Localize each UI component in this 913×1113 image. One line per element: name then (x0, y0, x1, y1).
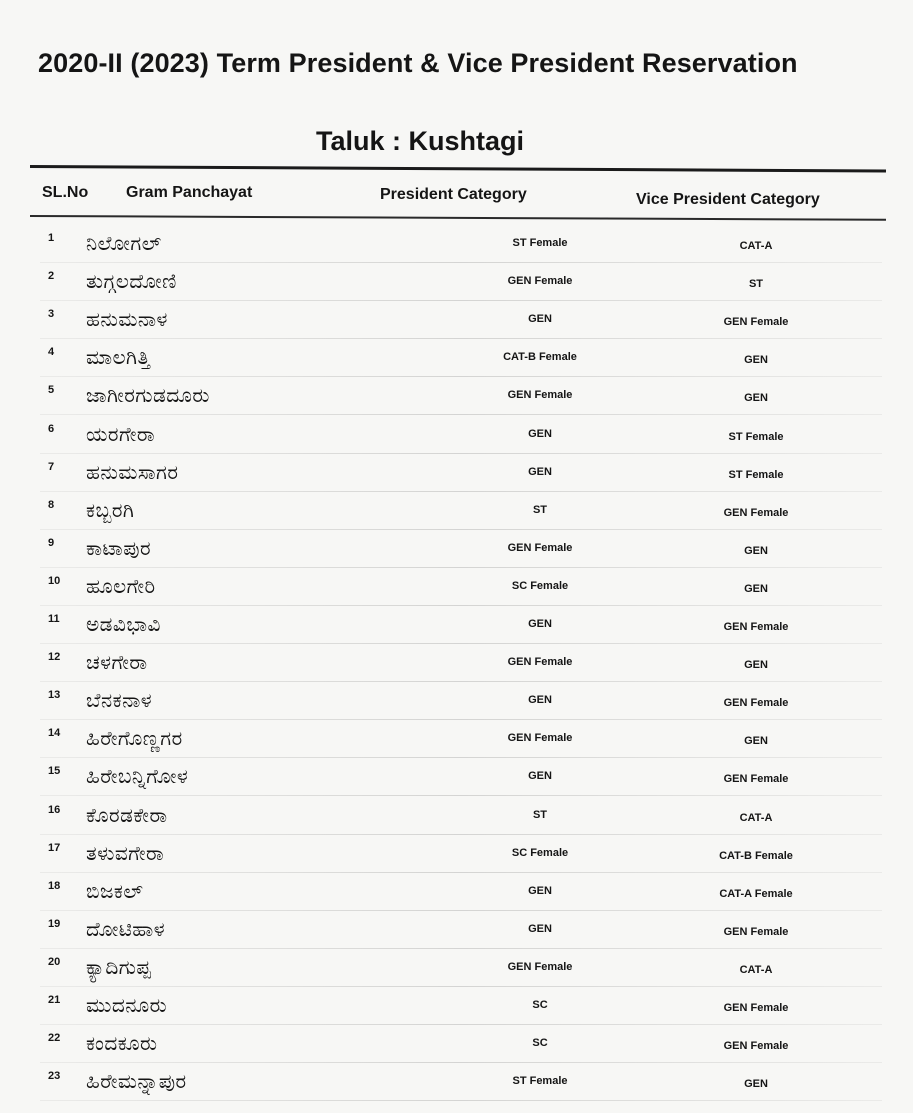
row-president-category: GEN (528, 922, 552, 935)
table-row (0, 266, 913, 304)
row-vice-president-category: GEN (744, 1078, 768, 1091)
table-row (0, 990, 913, 1028)
row-separator (40, 719, 882, 720)
row-sl-no: 14 (48, 727, 61, 740)
row-vice-president-category: GEN Female (723, 773, 789, 786)
table-row (0, 342, 913, 380)
table-row (0, 533, 913, 571)
table-row (0, 723, 913, 761)
row-separator (40, 262, 882, 263)
row-president-category: GEN Female (507, 960, 573, 973)
row-separator (40, 948, 882, 949)
row-vice-president-category: ST Female (728, 430, 784, 443)
row-separator (40, 872, 882, 873)
header-president-category: President Category (380, 186, 527, 203)
row-gram-panchayat: ನಿಲೋಗಲ್ (86, 231, 162, 255)
row-vice-president-category: GEN Female (723, 697, 789, 710)
row-sl-no: 23 (48, 1070, 61, 1083)
row-vice-president-category: GEN Female (723, 1002, 789, 1014)
table-row (0, 1066, 913, 1104)
row-gram-panchayat: ತುಗ್ಗಲದೋಣಿ (86, 269, 177, 294)
row-vice-president-category: ST (748, 278, 764, 291)
row-gram-panchayat: ಮುದನೂರು (86, 993, 168, 1017)
table-row (0, 800, 913, 838)
row-separator (40, 795, 882, 796)
row-president-category: SC Female (511, 846, 569, 859)
row-president-category: GEN (528, 884, 552, 897)
row-sl-no: 7 (48, 460, 55, 473)
table-row (0, 685, 913, 723)
row-president-category: GEN Female (507, 541, 573, 554)
row-gram-panchayat: ಬಿಜಕಲ್ (86, 878, 144, 903)
row-vice-president-category: GEN (744, 354, 768, 367)
row-separator (40, 300, 882, 301)
row-gram-panchayat: ಹೂಲಗೇರಿ (86, 573, 156, 598)
row-president-category: ST Female (512, 237, 568, 249)
row-gram-panchayat: ಚಳಗೇರಾ (86, 650, 148, 675)
row-separator (40, 529, 882, 530)
row-separator (40, 910, 882, 911)
row-separator (40, 453, 882, 454)
row-vice-president-category: CAT-A (739, 963, 773, 976)
row-sl-no: 18 (48, 879, 61, 892)
row-separator (40, 376, 882, 377)
row-gram-panchayat: ದೋಟಿಹಾಳ (86, 916, 166, 941)
row-gram-panchayat: ಕಂದಕೂರು (86, 1031, 158, 1056)
row-vice-president-category: ST Female (728, 468, 784, 481)
table-row (0, 647, 913, 685)
table-row (0, 876, 913, 914)
row-sl-no: 22 (48, 1032, 61, 1045)
row-gram-panchayat: ಕೊರಡಕೇರಾ (86, 802, 168, 827)
row-separator (40, 567, 882, 568)
row-president-category: SC (532, 1037, 548, 1050)
row-separator (40, 605, 882, 606)
row-gram-panchayat: ಮಾಲಗಿತ್ತಿ (86, 345, 151, 370)
row-sl-no: 15 (48, 765, 61, 778)
row-vice-president-category: CAT-A (739, 240, 773, 252)
row-vice-president-category: GEN (744, 659, 768, 672)
table-header-rule (30, 215, 886, 221)
row-sl-no: 16 (48, 803, 61, 816)
row-president-category: CAT-B Female (503, 351, 577, 364)
row-separator (40, 757, 882, 758)
row-gram-panchayat: ಹಿರೇಗೊಣ್ಣಗರ (86, 726, 183, 751)
row-president-category: GEN Female (507, 389, 573, 402)
row-gram-panchayat: ಕ್ಯಾದಿಗುಪ್ಪ (86, 954, 152, 979)
row-vice-president-category: CAT-A Female (719, 887, 793, 900)
row-vice-president-category: GEN (744, 582, 768, 595)
row-gram-panchayat: ಹಿರೇಬನ್ನಿಗೋಳ (86, 764, 189, 789)
row-vice-president-category: GEN Female (723, 621, 789, 633)
row-gram-panchayat: ಯರಗೇರಾ (86, 421, 156, 446)
row-sl-no: 20 (48, 955, 61, 968)
row-vice-president-category: GEN Female (723, 925, 789, 938)
row-president-category: GEN (528, 427, 552, 440)
row-gram-panchayat: ಹನುಮಸಾಗರ (86, 459, 179, 484)
document-title: 2020-II (2023) Term President & Vice President Reservation (38, 48, 798, 78)
table-row (0, 914, 913, 952)
table-row (0, 228, 913, 266)
row-president-category: GEN (528, 694, 552, 707)
row-sl-no: 17 (48, 841, 61, 854)
row-gram-panchayat: ಹಿರೇಮನ್ನಾಪುರ (86, 1069, 187, 1094)
row-vice-president-category: CAT-A (739, 811, 773, 824)
row-separator (40, 414, 882, 415)
row-separator (40, 338, 882, 339)
row-gram-panchayat: ಜಾಗೀರಗುಡದೂರು (86, 383, 210, 408)
row-president-category: GEN Female (507, 732, 573, 745)
row-sl-no: 19 (48, 917, 61, 930)
row-gram-panchayat: ಕಬ್ಬರಗಿ (86, 497, 135, 522)
table-row (0, 419, 913, 457)
row-separator (40, 491, 882, 492)
row-president-category: ST Female (512, 1075, 568, 1088)
row-president-category: ST (532, 808, 548, 821)
row-sl-no: 1 (48, 232, 55, 244)
row-gram-panchayat: ಅಡವಿಭಾವಿ (86, 612, 161, 636)
row-president-category: GEN (528, 770, 552, 783)
row-sl-no: 10 (48, 574, 61, 587)
row-vice-president-category: GEN (744, 392, 768, 405)
row-separator (40, 643, 882, 644)
table-row (0, 1028, 913, 1066)
row-sl-no: 2 (48, 270, 55, 283)
row-gram-panchayat: ಬೆನಕನಾಳ (86, 688, 153, 713)
row-president-category: SC Female (511, 579, 569, 592)
row-gram-panchayat: ಕಾಟಾಪುರ (86, 535, 152, 560)
row-sl-no: 12 (48, 651, 61, 664)
row-separator (40, 986, 882, 987)
row-sl-no: 11 (48, 613, 60, 625)
table-row (0, 609, 913, 647)
row-sl-no: 4 (48, 346, 55, 359)
row-president-category: GEN (528, 618, 552, 630)
row-separator (40, 1100, 882, 1101)
row-sl-no: 8 (48, 498, 55, 511)
row-gram-panchayat: ತಳುವಗೇರಾ (86, 840, 165, 865)
row-president-category: GEN Female (507, 275, 573, 288)
header-gram-panchayat: Gram Panchayat (126, 184, 253, 201)
row-sl-no: 5 (48, 384, 55, 397)
row-president-category: GEN Female (507, 656, 573, 669)
table-row (0, 380, 913, 418)
table-row (0, 571, 913, 609)
row-vice-president-category: GEN Female (723, 506, 789, 519)
row-sl-no: 3 (48, 308, 55, 321)
row-president-category: ST (532, 503, 548, 516)
table-row (0, 838, 913, 876)
table-row (0, 761, 913, 799)
table-top-rule (30, 165, 886, 172)
row-gram-panchayat: ಹನುಮನಾಳ (86, 307, 168, 332)
table-row (0, 952, 913, 990)
taluk-title: Taluk : Kushtagi (316, 126, 525, 156)
row-president-category: GEN (528, 313, 552, 326)
row-separator (40, 1062, 882, 1063)
row-separator (40, 1024, 882, 1025)
row-president-category: GEN (528, 465, 552, 478)
row-sl-no: 21 (48, 994, 61, 1006)
table-row (0, 495, 913, 533)
table-row (0, 304, 913, 342)
row-vice-president-category: GEN (744, 735, 768, 748)
row-sl-no: 9 (48, 536, 55, 549)
row-separator (40, 681, 882, 682)
row-separator (40, 834, 882, 835)
row-sl-no: 13 (48, 689, 61, 702)
row-vice-president-category: GEN Female (723, 1040, 789, 1053)
table-row (0, 457, 913, 495)
row-sl-no: 6 (48, 422, 55, 435)
row-vice-president-category: GEN Female (723, 316, 789, 329)
row-vice-president-category: CAT-B Female (719, 849, 793, 862)
header-sl-no: SL.No (42, 184, 89, 201)
row-vice-president-category: GEN (744, 544, 768, 557)
row-president-category: SC (532, 999, 548, 1011)
header-vice-president-category: Vice President Category (636, 191, 820, 208)
